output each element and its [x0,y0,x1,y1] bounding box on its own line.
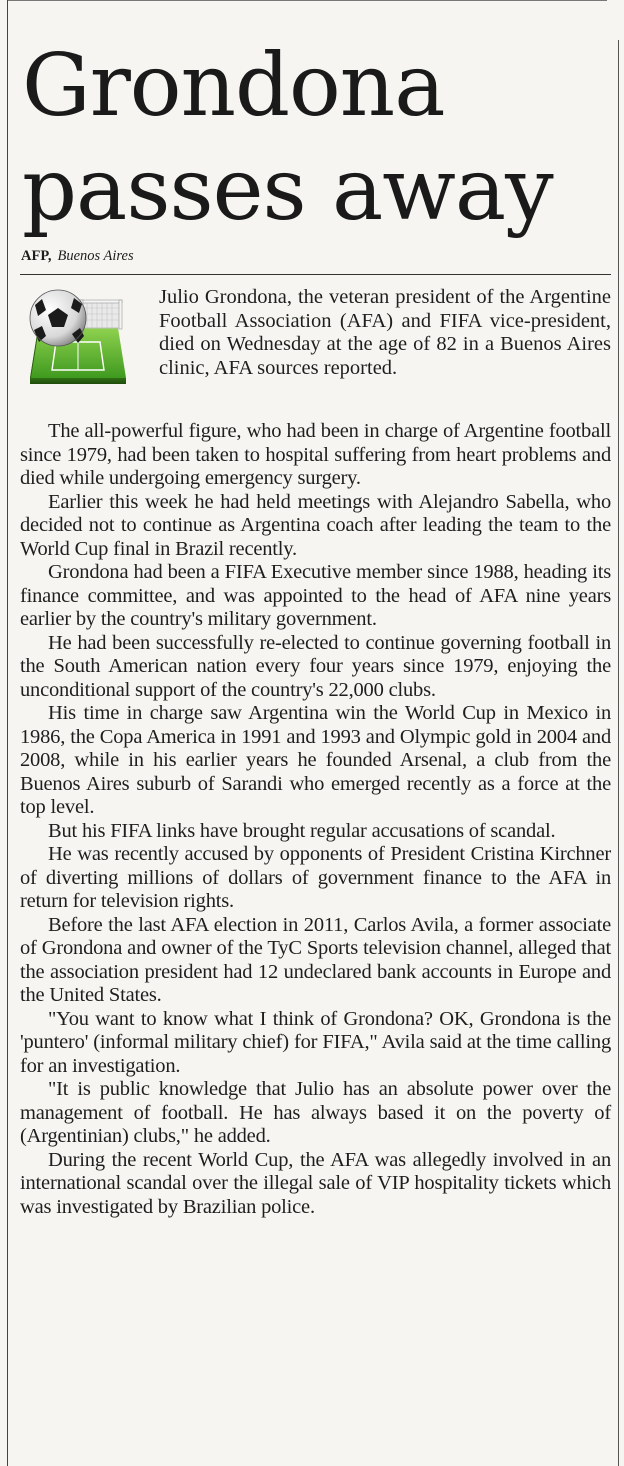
body-paragraph: He had been successfully re-elected to continue governing football in the South American nation every four years since 1979, enjoying the unconditional support of the country's 22,000 clubs. [20,631,611,701]
byline-location: Buenos Aires [57,248,134,264]
body-paragraph: Grondona had been a FIFA Executive member since 1988, heading its finance committee, and was appointed to the head of AFA nine years earlier by the country's military government. [20,561,611,630]
column-rule-right [618,40,619,1466]
byline-agency: AFP, [21,248,52,264]
headline-line-1: Grondona [22,36,445,136]
body-paragraph: The all-powerful figure, who had been in charge of Argentine football since 1979, had been taken to hospital suffering from heart problems and died while undergoing emergency surgery. [20,420,611,489]
body-paragraph: Earlier this week he had held meetings with Alejandro Sabella, who decided not to continue as Argentina coach after leading the team to the World Cup final in Brazil recently. [20,490,611,560]
top-rule [7,0,607,1]
body-paragraph: He was recently accused by opponents of President Cristina Kirchner of diverting millions of dollars of government finance to the AFA in return for television rights. [20,843,611,912]
football-pitch-icon [22,288,134,388]
headline [22,34,612,242]
body-paragraph: "You want to know what I think of Grondona? OK, Grondona is the 'puntero' (informal military chief) for FIFA," Avila said at the time calling for an investigation. [20,1007,611,1077]
body-paragraph: "It is public knowledge that Julio has an absolute power over the management of football. He has always based it on the poverty of (Argentinian) clubs," he added. [20,1078,611,1147]
body-paragraph: His time in charge saw Argentina win the World Cup in Mexico in 1986, the Copa America in 1991 and 1993 and Olympic gold in 2004 and 2008, while in his earlier years he founded Arsenal, a club from the Buenos Aires suburb of Sarandi who emerged recently as a force at the top level. [20,702,611,818]
column-rule-left [7,0,8,1466]
body-paragraph: During the recent World Cup, the AFA was allegedly involved in an international scandal over the illegal sale of VIP hospitality tickets which was investigated by Brazilian police. [20,1148,611,1218]
lead-paragraph: Julio Grondona, the veteran president of the Argentine Football Association (AFA) and FIFA vice-president, died on Wednesday at the age of 82 in a Buenos Aires clinic, AFA sources reported. [159,286,611,379]
headline-line-2: passes away [22,140,553,240]
byline [21,247,134,265]
article-body [20,420,611,1219]
body-paragraph: Before the last AFA election in 2011, Carlos Avila, a former associate of Grondona and owner of the TyC Sports television channel, alleged that the association president had 12 undeclared bank accounts in Europe and the United States. [20,913,611,1006]
byline-divider [20,274,611,275]
body-paragraph: But his FIFA links have brought regular accusations of scandal. [48,819,556,842]
